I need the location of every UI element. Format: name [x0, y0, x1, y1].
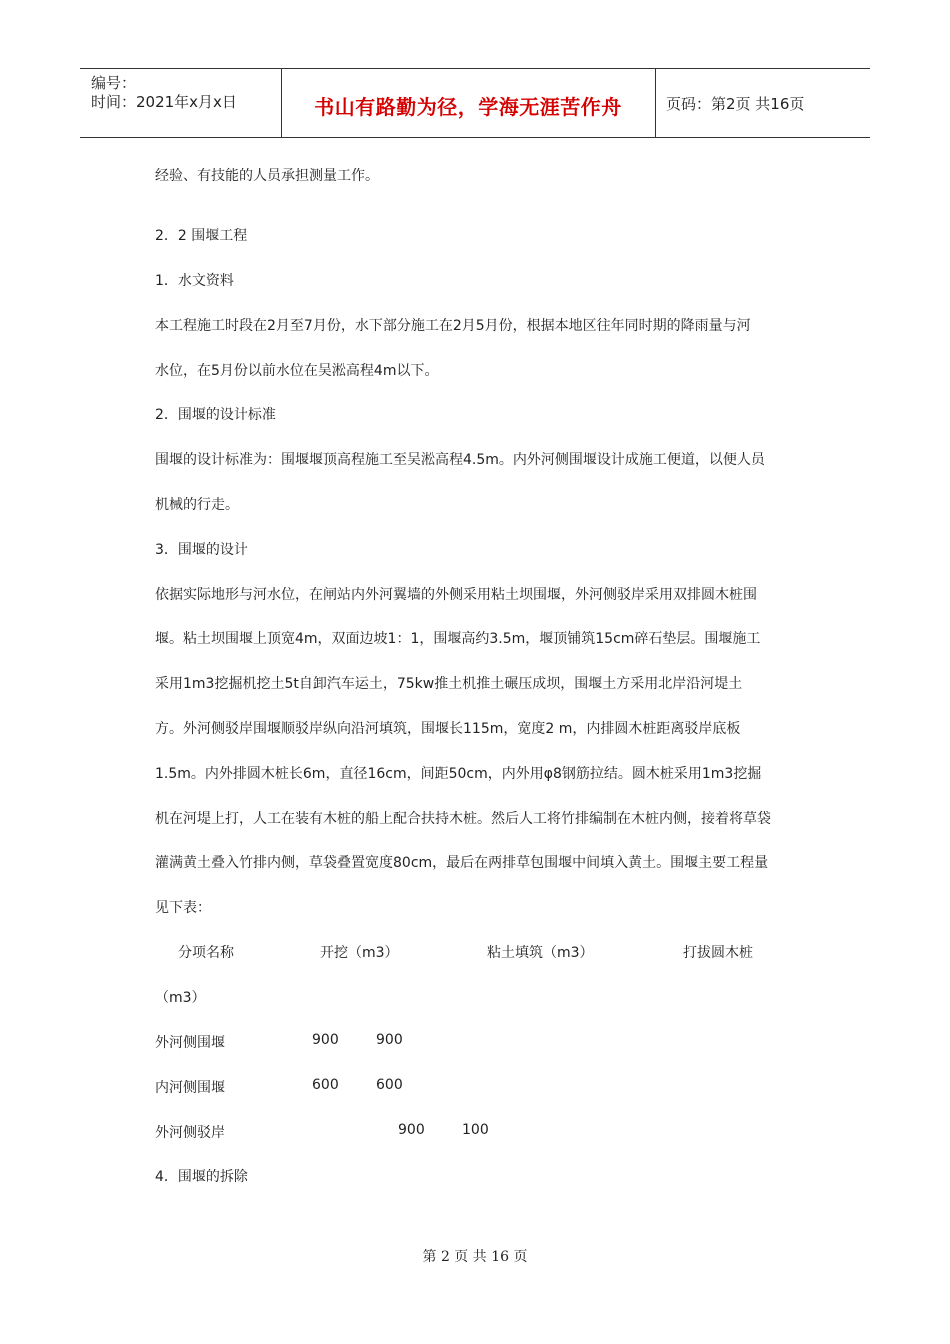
page-header: [80, 68, 870, 138]
paragraph-line: 机在河堤上打，人工在装有木桩的船上配合扶持木桩。然后人工将竹排编制在木桩内侧，接着将草袋: [155, 811, 771, 827]
paragraph-line: 采用1m3挖掘机挖土5t自卸汽车运土，75kw推土机推土碾压成坝，围堰土方采用北岸沿河堤土: [155, 676, 743, 692]
subsection-heading: 3．围堰的设计: [155, 542, 248, 558]
subsection-heading: 2．围堰的设计标准: [155, 407, 276, 423]
subsection-heading: 1．水文资料: [155, 273, 234, 289]
table-row-name: 外河侧围堰: [155, 1035, 225, 1051]
header-meta-cell: [80, 69, 282, 137]
table-cell: 900: [376, 1032, 403, 1048]
paragraph-line: 方。外河侧驳岸围堰顺驳岸纵向沿河填筑，围堰长115m，宽度2 m，内排圆木桩距离驳岸底板: [155, 721, 741, 737]
subsection-heading: 4．围堰的拆除: [155, 1169, 248, 1185]
table-header-unit: （m3）: [155, 990, 206, 1006]
table-cell: 600: [312, 1077, 339, 1093]
table-row-name: 内河侧围堰: [155, 1080, 225, 1096]
paragraph-line: 依据实际地形与河水位，在闸站内外河翼墙的外侧采用粘土坝围堰，外河侧驳岸采用双排圆木桩围: [155, 587, 757, 603]
paragraph-line: 经验、有技能的人员承担测量工作。: [155, 168, 379, 184]
document-number-label: 编号：: [91, 74, 137, 92]
paragraph-line: 堰。粘土坝围堰上顶宽4m，双面边坡1：1，围堰高约3.5m，堰顶铺筑15cm碎石垫层。围堰施工: [155, 631, 761, 647]
paragraph-line: 机械的行走。: [155, 497, 239, 513]
header-page-cell: [655, 69, 871, 137]
table-header-timber-piles: 打拔圆木桩: [683, 945, 753, 961]
header-motto: 书山有路勤为径，学海无涯苦作舟: [314, 95, 622, 119]
paragraph-line: 1.5m。内外排圆木桩长6m，直径16cm，间距50cm，内外用φ8钢筋拉结。圆木桩采用1m3挖掘: [155, 766, 762, 782]
table-header-clay-fill: 粘土填筑（m3）: [487, 945, 594, 961]
table-cell: 900: [312, 1032, 339, 1048]
paragraph-line: 本工程施工时段在2月至7月份，水下部分施工在2月5月份，根据本地区往年同时期的降雨量与河: [155, 318, 751, 334]
document-date-label: 时间：2021年x月x日: [91, 93, 237, 111]
section-heading: 2．2 围堰工程: [155, 228, 248, 244]
table-row-name: 外河侧驳岸: [155, 1125, 225, 1141]
header-page-number: 页码：第2页 共16页: [666, 95, 805, 113]
paragraph-line: 水位，在5月份以前水位在吴淞高程4m以下。: [155, 363, 439, 379]
table-cell: 100: [462, 1122, 489, 1138]
table-cell: 900: [398, 1122, 425, 1138]
table-header-excavation: 开挖（m3）: [320, 945, 399, 961]
table-header-item: 分项名称: [178, 945, 234, 961]
paragraph-line: 灌满黄土叠入竹排内侧，草袋叠置宽度80cm，最后在两排草包围堰中间填入黄土。围堰主要工程量: [155, 855, 769, 871]
page-footer: 第 2 页 共 16 页: [422, 1249, 528, 1265]
paragraph-line: 见下表：: [155, 900, 211, 916]
table-cell: 600: [376, 1077, 403, 1093]
paragraph-line: 围堰的设计标准为：围堰堰顶高程施工至吴淞高程4.5m。内外河侧围堰设计成施工便道，以便人员: [155, 452, 765, 468]
